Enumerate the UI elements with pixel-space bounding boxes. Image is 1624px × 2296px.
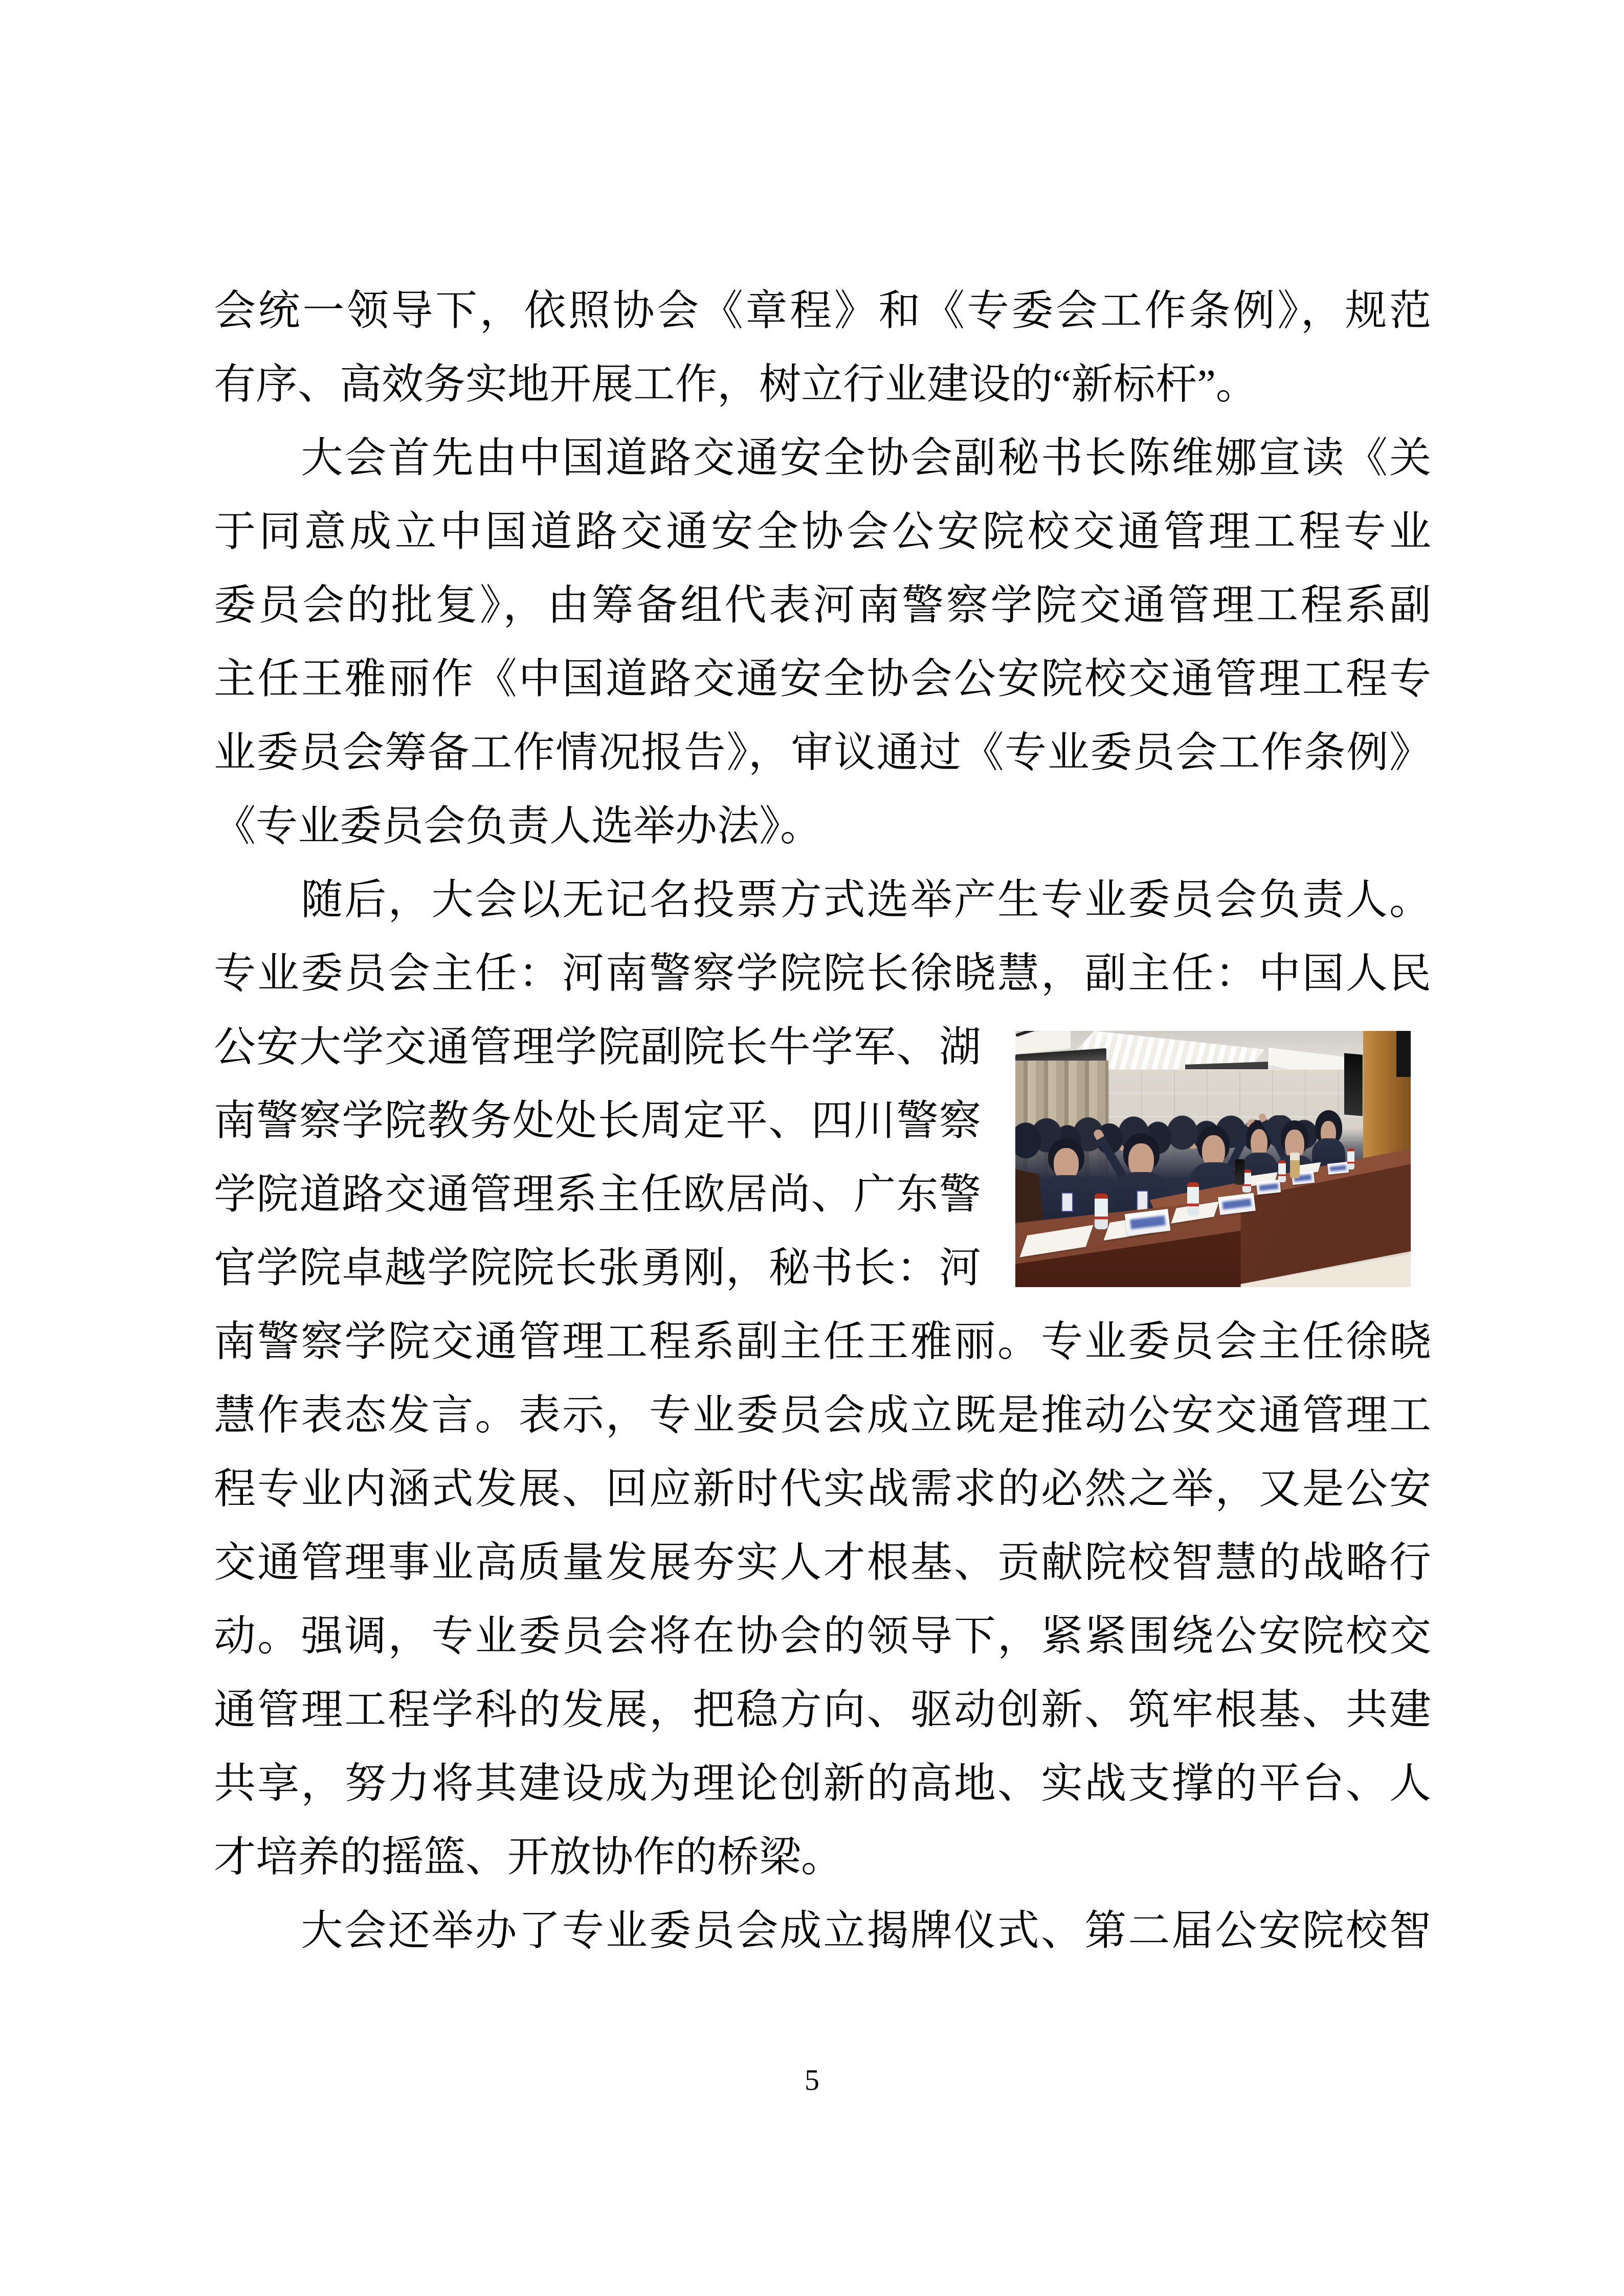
text-line: 大会首先由中国道路交通安全协会副秘书长陈维娜宣读《关 — [214, 435, 1431, 481]
photo-speaker — [1344, 1053, 1363, 1116]
photo-name-placard — [1327, 1162, 1349, 1175]
text-line: 慧作表态发言。表示，专业委员会成立既是推动公安交通管理工 — [214, 1392, 1431, 1438]
photo-thermos — [1235, 1159, 1244, 1185]
text-line: 学院道路交通管理系主任欧居尚、广东警 — [214, 1171, 981, 1218]
text-line: 随后，大会以无记名投票方式选举产生专业委员会负责人。 — [214, 876, 1431, 923]
placard-text — [1329, 1165, 1346, 1172]
text-line: 共享，努力将其建设成为理论创新的高地、实战支撑的平台、人 — [214, 1760, 1431, 1807]
text-line: 有序、高效务实地开展工作，树立行业建设的“新标杆”。 — [214, 361, 1258, 408]
text-line: 程专业内涵式发展、回应新时代实战需求的必然之举，又是公安 — [214, 1466, 1431, 1512]
text-line: 委员会的批复》，由筹备组代表河南警察学院交通管理工程系副 — [214, 582, 1431, 628]
photo-water-bottle — [1278, 1160, 1286, 1182]
text-line: 大会还举办了专业委员会成立揭牌仪式、第二届公安院校智 — [214, 1907, 1431, 1954]
photo-name-placard — [1256, 1180, 1281, 1195]
placard-text — [1222, 1198, 1251, 1209]
photo-speaker — [1396, 1031, 1411, 1077]
text-line: 业委员会筹备工作情况报告》，审议通过《专业委员会工作条例》 — [214, 729, 1431, 776]
text-line: 《专业委员会负责人选举办法》。 — [214, 803, 822, 849]
placard-text — [1130, 1215, 1166, 1229]
attendee-id-badge — [1137, 1190, 1148, 1211]
placard-text — [1259, 1183, 1278, 1191]
text-line: 交通管理事业高质量发展夯实人才根基、贡献院校智慧的战略行 — [214, 1539, 1431, 1586]
text-line: 南警察学院交通管理工程系副主任王雅丽。专业委员会主任徐晓 — [214, 1318, 1431, 1365]
conference-photo — [1015, 1031, 1411, 1287]
text-line: 主任王雅丽作《中国道路交通安全协会公安院校交通管理工程专 — [214, 656, 1431, 702]
text-line: 才培养的摇篮、开放协作的桥梁。 — [214, 1834, 843, 1880]
photo-thermos — [1290, 1153, 1300, 1178]
page-number: 5 — [805, 2063, 819, 2097]
photo-water-bottle — [1187, 1182, 1199, 1215]
text-line: 通管理工程学科的发展，把稳方向、驱动创新、筑牢根基、共建 — [214, 1686, 1431, 1733]
text-line: 动。强调，专业委员会将在协会的领导下，紧紧围绕公安院校交 — [214, 1613, 1431, 1659]
attendee-id-badge — [1061, 1192, 1073, 1212]
photo-water-bottle — [1347, 1149, 1354, 1169]
text-line: 专业委员会主任：河南警察学院院长徐晓慧，副主任：中国人民 — [214, 950, 1431, 997]
text-line: 官学院卓越学院院长张勇刚，秘书长：河 — [214, 1245, 981, 1291]
text-line: 南警察学院教务处处长周定平、四川警察 — [214, 1097, 981, 1144]
text-line: 公安大学交通管理学院副院长牛学军、湖 — [214, 1024, 981, 1070]
photo-attendee — [1039, 1138, 1094, 1225]
text-line: 会统一领导下，依照协会《章程》和《专委会工作条例》，规范 — [214, 287, 1431, 334]
photo-water-bottle — [1095, 1194, 1108, 1229]
text-line: 于同意成立中国道路交通安全协会公安院校交通管理工程专业 — [214, 508, 1431, 555]
